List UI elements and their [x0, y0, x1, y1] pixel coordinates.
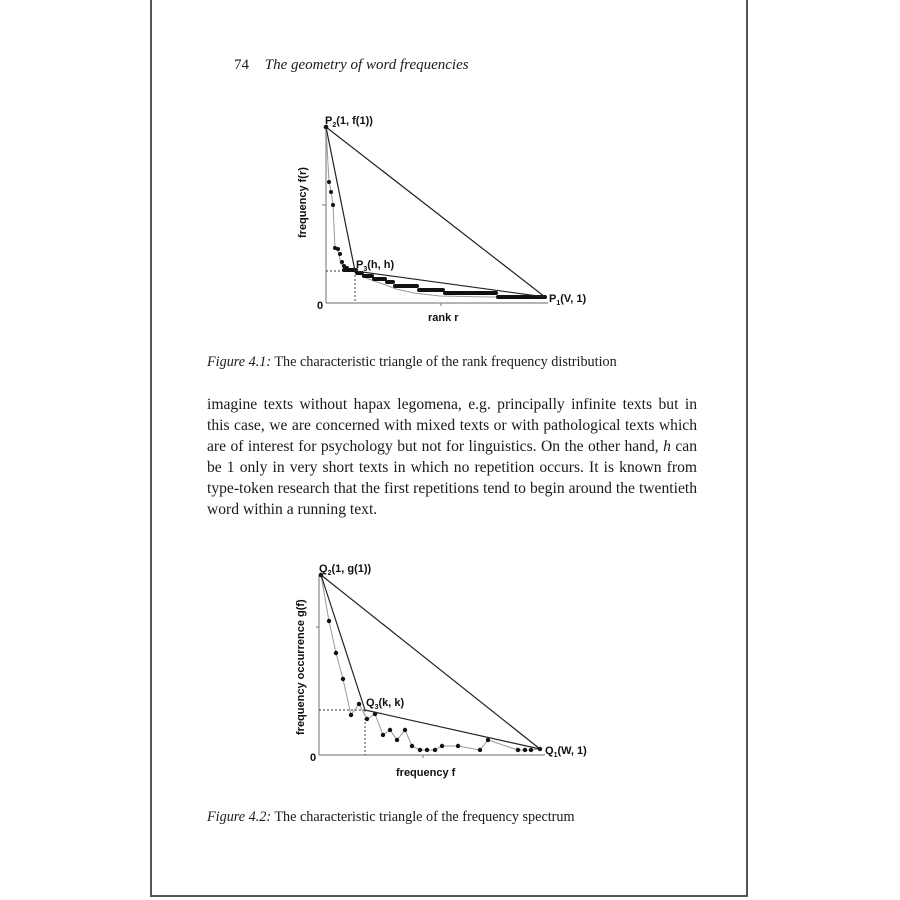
- figure-4-1-caption-label: Figure 4.1:: [207, 354, 272, 370]
- point-label-q2: $Q_2(1$, g(1)): [319, 563, 372, 577]
- figure-4-2-triangle: [321, 575, 540, 749]
- x-axis-label: frequency f: [396, 767, 456, 779]
- page-number: 74: [234, 57, 249, 73]
- point-label-q1: $Q_1(W$, 1): [545, 745, 587, 759]
- origin-label: 0: [310, 752, 317, 764]
- figure-4-2-caption: [207, 809, 575, 826]
- point-label-p1: $P_1(V$, 1): [549, 293, 587, 307]
- paragraph-italic-var: h: [663, 438, 671, 455]
- paragraph-text-1: imagine texts without hapax legomena, e.g. principally infinite texts but in this case, we are concerned with mixed texts or with pathological texts which are of interest for psychology but not for linguistics. On the other hand,: [207, 396, 697, 455]
- point-label-q3: $Q_3(k$, k): [366, 697, 405, 711]
- figure-4-2-caption-text: The characteristic triangle of the frequency spectrum: [271, 809, 575, 825]
- x-axis-label: rank r: [428, 312, 459, 324]
- figure-4-2-caption-label: Figure 4.2:: [207, 809, 272, 825]
- origin-label: 0: [317, 300, 324, 312]
- point-label-p3: $P_3(h$, h): [356, 259, 395, 273]
- y-axis-label: frequency f(r): [297, 167, 309, 238]
- figure-4-2-guides: [319, 710, 365, 755]
- paragraph-text-2: can be 1 only in very short texts in which no repetition occurs. It is known from type-token research that the first repetitions tend to begin around the twentieth word within a running text.: [207, 438, 697, 518]
- running-title: The geometry of word frequencies: [264, 57, 469, 73]
- figure-4-1-caption-text: The characteristic triangle of the rank frequency distribution: [271, 354, 617, 370]
- y-axis-label: frequency occurrence g(f): [295, 599, 307, 735]
- point-label-p2: $P_2(1$, f(1)): [325, 115, 373, 129]
